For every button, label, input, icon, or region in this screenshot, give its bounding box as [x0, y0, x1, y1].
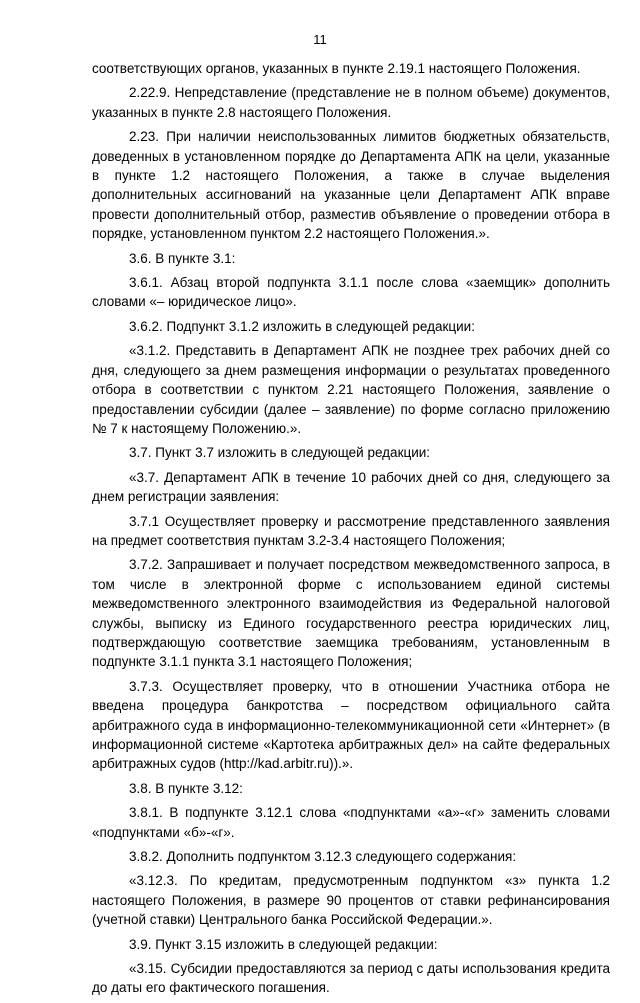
paragraph: 3.9. Пункт 3.15 изложить в следующей редакции: [129, 936, 438, 952]
paragraph: «3.15. Субсидии предоставляются за период с даты использования кредита до даты его фактического погашения. [92, 961, 610, 996]
paragraph: 2.23. При наличии неиспользованных лимитов бюджетных обязательств, доведенных в установленном порядке до Департамента АПК на цели, указанные в пункте 1.2 настоящего Положения, а также в случае выделения дополнительных ассигнований на указанные цели Департамент АПК вправе провести дополнительный отбор, разместив объявление о проведении отбора в порядке, установленном пунктом 2.2 настоящего Положения.». [92, 129, 610, 242]
paragraph: 3.7.3. Осуществляет проверку, что в отношении Участника отбора не введена процедура банкротства – посредством официального сайта арбитражного суда в информационно-телекоммуникационной сети «Интернет» (в информационной системе «Картотека арбитражных дел» на сайте федеральных арбитражных судов (http://kad.arbitr.ru)).». [92, 678, 610, 772]
paragraph: 3.8. В пункте 3.12: [129, 780, 243, 796]
paragraph: «3.12.3. По кредитам, предусмотренным подпунктом «з» пункта 1.2 настоящего Положения, в размере 90 процентов от ставки рефинансирования (учетной ставки) Центрального банка Российской Федерации.». [92, 873, 610, 928]
paragraph: 3.6.2. Подпункт 3.1.2 изложить в следующей редакции: [129, 318, 475, 334]
paragraph: «3.1.2. Представить в Департамент АПК не позднее трех рабочих дней со дня, следующего за днем размещения информации о результатах проведенного отбора в соответствии с пунктом 2.21 настоящего Положения, заявление о предоставлении субсидии (далее – заявление) по форме согласно приложению № 7 к настоящему Положению.». [92, 343, 610, 436]
paragraph: 3.7. Пункт 3.7 изложить в следующей редакции: [129, 445, 431, 461]
paragraph: 3.8.1. В подпункте 3.12.1 слова «подпунктами «а»-«г» заменить словами «подпунктами «б»-«г». [92, 805, 610, 840]
document-body [92, 59, 610, 1003]
paragraph: 3.6. В пункте 3.1: [129, 250, 236, 266]
page-number: 11 [313, 32, 327, 47]
paragraph: 3.7.1 Осуществляет проверку и рассмотрение представленного заявления на предмет соответствия пунктам 3.2-3.4 настоящего Положения; [92, 513, 610, 548]
paragraph: «3.7. Департамент АПК в течение 10 рабочих дней со дня, следующего за днем регистрации заявления: [92, 469, 610, 505]
paragraph: соответствующих органов, указанных в пункте 2.19.1 настоящего Положения. [92, 61, 581, 76]
paragraph: 3.7.2. Запрашивает и получает посредством межведомственного запроса, в том числе в электронной форме с использованием единой системы межведомственного электронного взаимодействия из Федеральной налоговой службы, выписку из Единого государственного реестра юридических лиц, подтверждающую соответствие заемщика требованиям, установленным в подпункте 3.1.1 пункта 3.1 настоящего Положения; [92, 557, 610, 670]
paragraph: 3.6.1. Абзац второй подпункта 3.1.1 после слова «заемщик» дополнить словами «– юридическое лицо». [92, 275, 610, 310]
paragraph: 3.8.2. Дополнить подпунктом 3.12.3 следующего содержания: [129, 849, 517, 865]
paragraph: 2.22.9. Непредставление (представление не в полном объеме) документов, указанных в пункте 2.8 настоящего Положения. [92, 85, 610, 120]
